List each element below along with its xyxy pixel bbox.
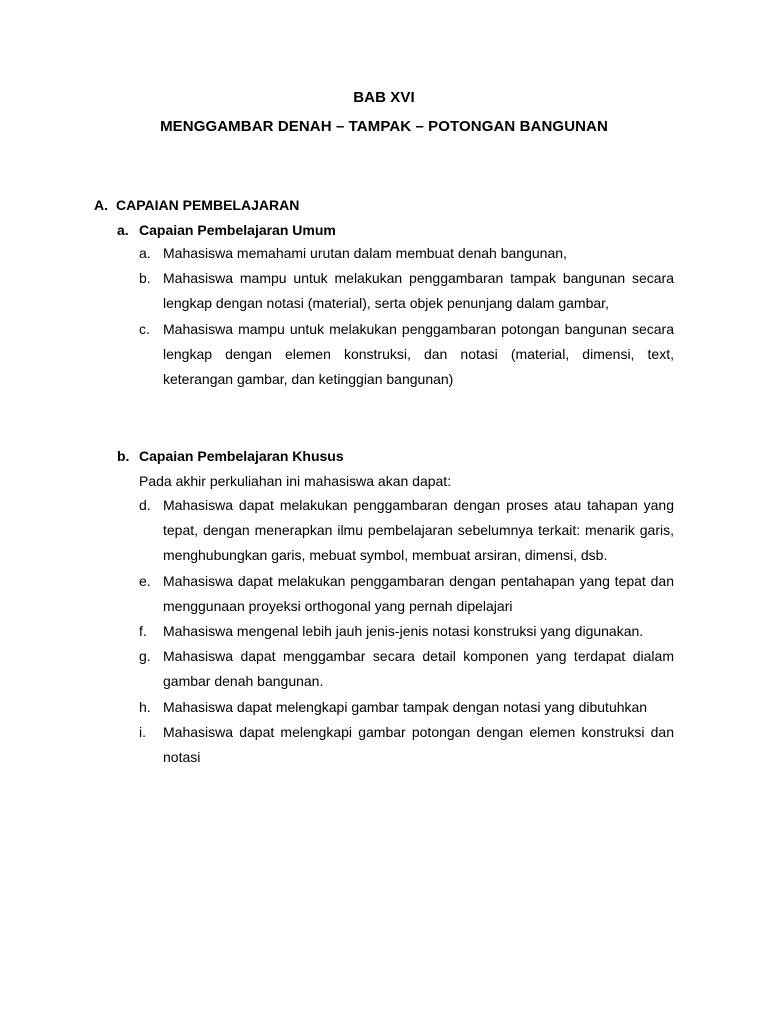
- section-title: CAPAIAN PEMBELAJARAN: [116, 197, 300, 213]
- list-item: [139, 266, 674, 316]
- subsection-heading-khusus: [117, 448, 344, 464]
- list-marker: f.: [139, 623, 147, 640]
- chapter-title: MENGGAMBAR DENAH – TAMPAK – POTONGAN BANGUNAN: [160, 118, 608, 135]
- list-text: Mahasiswa mampu untuk melakukan penggambaran potongan bangunan secara lengkap dengan elemen konstruksi, dan notasi (material, dimensi, text, keterangan gambar, dan ketinggian bangunan): [163, 320, 674, 388]
- list-khusus: [139, 493, 674, 770]
- list-text: Mahasiswa dapat melengkapi gambar tampak dengan notasi yang dibutuhkan: [163, 698, 648, 715]
- subsection-title: Capaian Pembelajaran Khusus: [139, 448, 344, 464]
- list-umum: [139, 241, 674, 392]
- list-item: [139, 695, 674, 720]
- list-marker: e.: [139, 572, 151, 589]
- intro-text: Pada akhir perkuliahan ini mahasiswa akan dapat:: [139, 473, 452, 489]
- list-text: Mahasiswa mengenal lebih jauh jenis-jenis notasi konstruksi yang digunakan.: [163, 623, 644, 640]
- list-text: Mahasiswa dapat melakukan penggambaran dengan proses atau tahapan yang tepat, dengan menerapkan ilmu pembelajaran sebelumnya terkait: menarik garis, menghubungkan garis, mebuat symbol, membuat arsiran, dimensi, dsb.: [163, 497, 674, 564]
- subsection-heading-umum: [117, 222, 336, 238]
- list-item: [139, 644, 674, 694]
- section-heading: [94, 197, 299, 213]
- list-text: Mahasiswa mampu untuk melakukan penggambaran tampak bangunan secara lengkap dengan notasi (material), serta objek penunjang dalam gambar,: [163, 270, 674, 312]
- list-item: [139, 493, 674, 569]
- list-text: Mahasiswa dapat menggambar secara detail komponen yang terdapat dialam gambar denah bangunan.: [163, 648, 674, 690]
- list-marker: a.: [139, 245, 151, 261]
- list-marker: h.: [139, 698, 151, 715]
- list-item: [139, 619, 674, 644]
- subsection-title: Capaian Pembelajaran Umum: [139, 222, 336, 238]
- subsection-marker: b.: [117, 448, 130, 464]
- list-item: [139, 317, 674, 393]
- list-marker: i.: [139, 723, 146, 740]
- list-text: Mahasiswa dapat melakukan penggambaran dengan pentahapan yang tepat dan menggunaan proyeksi orthogonal yang pernah dipelajari: [163, 572, 674, 614]
- list-text: Mahasiswa memahami urutan dalam membuat denah bangunan,: [163, 245, 567, 261]
- list-marker: g.: [139, 648, 151, 665]
- list-text: Mahasiswa dapat melengkapi gambar potongan dengan elemen konstruksi dan notasi: [163, 723, 674, 766]
- list-item: [139, 241, 674, 266]
- subsection-marker: a.: [117, 222, 129, 238]
- section-marker: A.: [94, 197, 108, 213]
- chapter-number: BAB XVI: [353, 89, 415, 106]
- list-marker: d.: [139, 497, 151, 513]
- list-item: [139, 720, 674, 770]
- list-marker: b.: [139, 270, 151, 287]
- list-marker: c.: [139, 320, 150, 337]
- list-item: [139, 569, 674, 619]
